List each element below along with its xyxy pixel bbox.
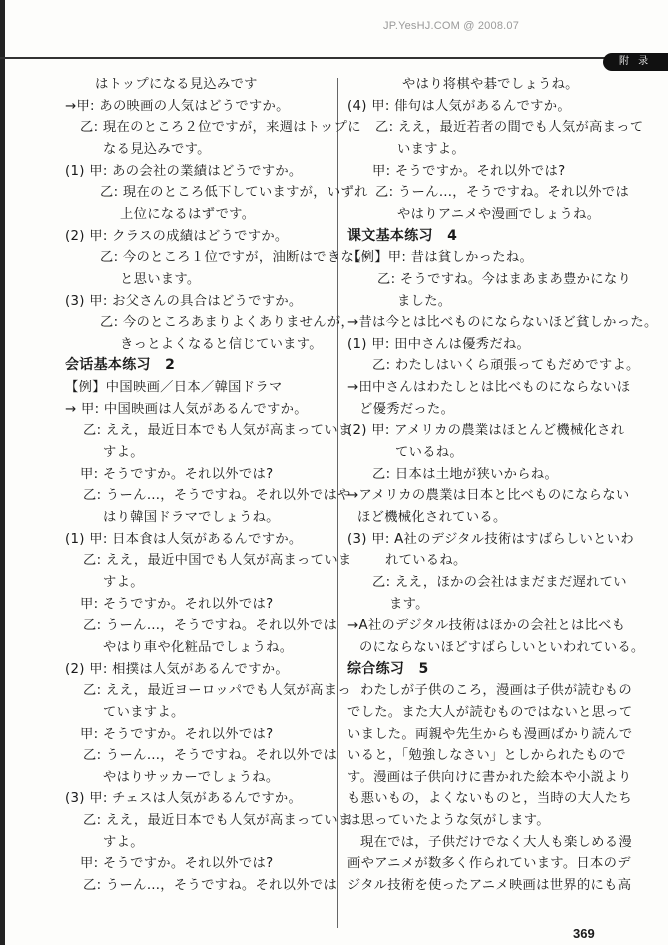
text-line: すよ。 [103,445,144,461]
text-line: いると，「勉強しなさい」としかられたもので [347,748,626,764]
text-line: 乙: うーん…，そうですね。それ以外では [375,185,630,201]
text-line: (2) 甲: クラスの成績はどうですか。 [65,228,289,244]
text-line: れているね。 [385,553,467,569]
text-line: 現在では，子供だけでなく大人も楽しめる漫 [360,834,632,850]
text-line: のにならないほどすばらしいといわれている。 [359,639,645,655]
text-line: (2) 甲: アメリカの農業はほとんど機械化され [347,423,625,439]
text-line: 甲: そうですか。それ以外では? [80,856,274,872]
text-line: と思います。 [120,271,201,287]
text-line: 乙: うーん…，そうですね。それ以外では [83,748,338,764]
text-line: すよ。 [103,834,144,850]
text-line: 乙: うーん…，そうですね。それ以外では [83,878,338,894]
text-line: →田中さんはわたしとは比べものにならないほ [347,380,631,396]
text-line: 乙: うーん…，そうですね。それ以外ではや [83,488,351,504]
section-tab: 附 录 [603,53,668,71]
text-line: (1) 甲: あの会社の業績はどうですか。 [65,163,303,179]
text-line: 甲: そうですか。それ以外では? [80,466,274,482]
text-line: →昔は今とは比べものにならないほど貧しかった。 [347,315,658,331]
text-line: 乙: 日本は土地が狭いからね。 [372,466,559,482]
text-line: やはり車や化粧品でしょうね。 [103,639,294,655]
text-line: → 甲: 中国映画は人気があるんですか。 [65,401,308,417]
text-line: す。漫画は子供向けに書かれた絵本や小説より [347,769,632,785]
text-line: 乙: 今のところあまりよくありませんが， [100,315,355,331]
text-line: ジタル技術を使ったアニメ映画は世界的にも高 [347,878,632,894]
text-line: (3) 甲: お父さんの具合はどうですか。 [65,293,303,309]
text-line: はり韓国ドラマでしょうね。 [103,510,280,525]
text-line: (1) 甲: 田中さんは優秀だね。 [347,336,531,352]
text-line: なる見込みです。 [103,141,211,157]
page-number: 369 [573,926,595,941]
text-line: ど優秀だった。 [359,401,455,417]
text-line: でした。また大人が読むものではないと思って [347,704,633,720]
text-line: も悪いもの，よくないものと，当時の大人たち [347,791,633,807]
text-line: ほど機械化されている。 [357,510,507,525]
text-line: は思っていたような気がします。 [347,813,550,829]
text-line: (2) 甲: 相撲は人気があるんですか。 [65,661,289,677]
text-line: 乙: ええ，最近日本でも人気が高まっていま [83,813,352,829]
text-line: すよ。 [103,574,144,590]
text-line: やはりサッカーでしょうね。 [103,769,280,785]
text-line: →甲: あの映画の人気はどうですか。 [65,98,290,114]
section-heading: 综合练习 5 [347,660,429,677]
text-line: はトップになる見込みです [95,77,258,92]
text-line: やはり将棋や碁でしょうね。 [402,77,579,92]
watermark: JP.YesHJ.COM @ 2008.07 [383,20,520,32]
text-line: 乙: 現在のところ低下していますが，いずれ [100,185,368,201]
section-heading: 会话基本练习 2 [65,357,176,374]
text-line: 甲: そうですか。それ以外では? [372,163,566,179]
text-line: きっとよくなると信じています。 [120,336,323,352]
text-line: (1) 甲: 日本食は人気があるんですか。 [65,531,303,547]
text-line: ているね。 [395,445,463,461]
text-line: →A社のデジタル技術はほかの会社とは比べも [347,618,626,634]
text-line: (4) 甲: 俳句は人気があるんですか。 [347,98,571,114]
text-line: (3) 甲: チェスは人気があるんですか。 [65,791,303,807]
text-line: 乙: ええ，ほかの会社はまだまだ遅れてい [372,574,627,590]
text-line: いました。両親や先生からも漫画ばかり読んで [347,726,633,742]
text-line: 乙: ええ，最近若者の間でも人気が高まって [375,120,644,136]
text-line: ます。 [389,596,429,612]
text-line: 乙: うーん…，そうですね。それ以外では [83,618,338,634]
scan-edge [0,0,5,945]
text-line: ていますよ。 [103,704,185,720]
text-line: 乙: 今のところ１位ですが，油断はできない [100,250,368,266]
text-line: 【例】甲: 昔は貧しかったね。 [347,250,534,266]
text-line: 乙: ええ，最近日本でも人気が高まっていま [83,423,352,439]
text-line: →アメリカの農業は日本と比べものにならない [347,488,630,504]
text-line: 甲: そうですか。それ以外では? [80,596,274,612]
text-line: いますよ。 [397,141,465,157]
text-line: 乙: そうですね。今はまあまあ豊かになり [377,271,632,287]
text-line: 乙: ええ，最近ヨーロッパでも人気が高まっ [83,683,351,699]
text-line: やはりアニメや漫画でしょうね。 [397,206,601,222]
text-line: (3) 甲: A社のデジタル技術はすばらしいといわ [347,531,634,547]
section-heading: 课文基本练习 4 [347,227,458,244]
text-line: ました。 [397,293,452,309]
text-line: 上位になるはずです。 [120,206,256,222]
text-line: 乙: ええ，最近中国でも人気が高まっていま [83,553,352,569]
text-line: 甲: そうですか。それ以外では? [80,726,274,742]
text-line: 【例】中国映画／日本／韓国ドラマ [65,380,283,396]
text-line: 画やアニメが数多く作られています。日本のデ [347,856,631,872]
text-line: わたしが子供のころ，漫画は子供が読むもの [360,683,632,699]
text-line: 乙: 現在のところ２位ですが，来週はトップに [80,120,361,136]
text-line: 乙: わたしはいくら頑張ってもだめですよ。 [372,358,640,374]
header-rule [0,57,605,59]
